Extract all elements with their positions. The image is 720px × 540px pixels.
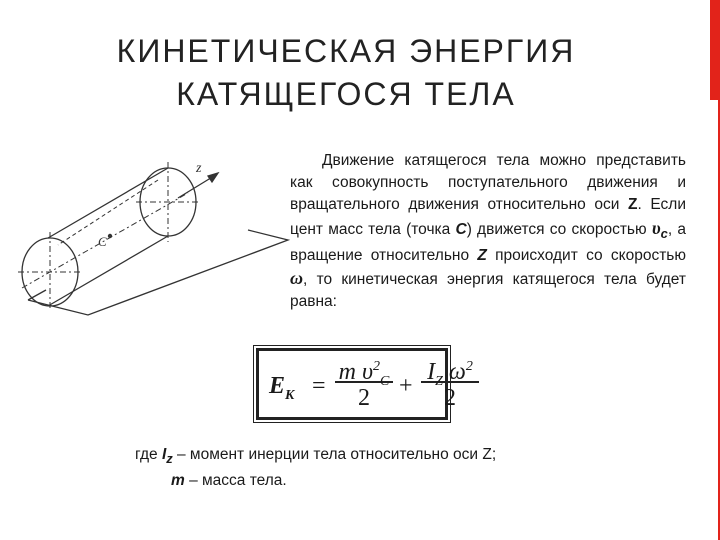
center-mass-point [108, 234, 112, 238]
formula-omega: ω [448, 359, 466, 385]
formula-plus: + [399, 373, 413, 399]
formula-e: E [269, 373, 286, 399]
note-iz: I [161, 446, 167, 463]
formula-omega-sup: 2 [465, 359, 473, 374]
formula-m: m [338, 359, 356, 385]
rolling-cylinder-diagram [18, 150, 298, 320]
para-text-4: , а вращение относительно [290, 220, 686, 264]
note-line1-text: – момент инерции тела относительно оси Z; [172, 446, 497, 463]
note-line2-text: – масса тела. [184, 472, 287, 490]
fraction-1-numerator [333, 353, 395, 389]
kinetic-energy-formula [256, 348, 473, 420]
inclined-plane [28, 230, 288, 315]
para-text-6: , то кинетическая энергия катящегося тела будет равна: [290, 271, 686, 311]
formula-e-sub: K [285, 387, 295, 403]
center-label: C [98, 234, 107, 249]
formula-lhs [269, 373, 294, 404]
definition-line-1 [135, 446, 497, 467]
formula-i: I [427, 359, 436, 385]
formula-v: υ [361, 359, 373, 385]
formula-equals: = [312, 373, 326, 399]
para-axis-1: Z [628, 196, 638, 214]
para-point-c: С [455, 220, 467, 238]
accent-bar [710, 0, 720, 100]
z-axis-label: z [196, 161, 202, 176]
formula-v-sub: C [380, 373, 390, 389]
para-text-1: Движение катящегося тела можно представить как совокупность поступательного движения и вращательного движения относительно оси [290, 152, 686, 214]
cylinder-drawing [18, 150, 298, 320]
formula-fraction-2 [419, 353, 481, 411]
para-text-5: происходит со скоростью [486, 246, 686, 264]
formula-fraction-1 [333, 353, 395, 411]
slide-title [66, 30, 626, 116]
title-line-1: КИНЕТИЧЕСКАЯ ЭНЕРГИЯ [116, 33, 576, 69]
fraction-1-denominator: 2 [358, 384, 370, 411]
omega-symbol: ω [290, 268, 304, 289]
description-paragraph [290, 150, 686, 314]
formula-v-sup: 2 [373, 359, 380, 374]
para-text-3: ) движется со скоростью [466, 220, 652, 238]
velocity-subscript: с [660, 225, 668, 241]
note-iz-sub: z [166, 451, 173, 467]
variable-definitions [135, 444, 695, 492]
para-axis-2: Z [477, 246, 487, 264]
definition-line-2 [135, 470, 695, 492]
note-m: m [171, 472, 185, 490]
fraction-2-denominator: 2 [444, 384, 456, 411]
formula-i-sub: Z [435, 373, 443, 389]
fraction-2-numerator [419, 353, 481, 389]
title-line-2: КАТЯЩЕГОСЯ ТЕЛА [176, 76, 516, 112]
note-prefix: где [135, 446, 162, 463]
velocity-symbol: υ [651, 217, 661, 238]
para-text-2: . Если цент масс тела (точка [290, 196, 686, 238]
